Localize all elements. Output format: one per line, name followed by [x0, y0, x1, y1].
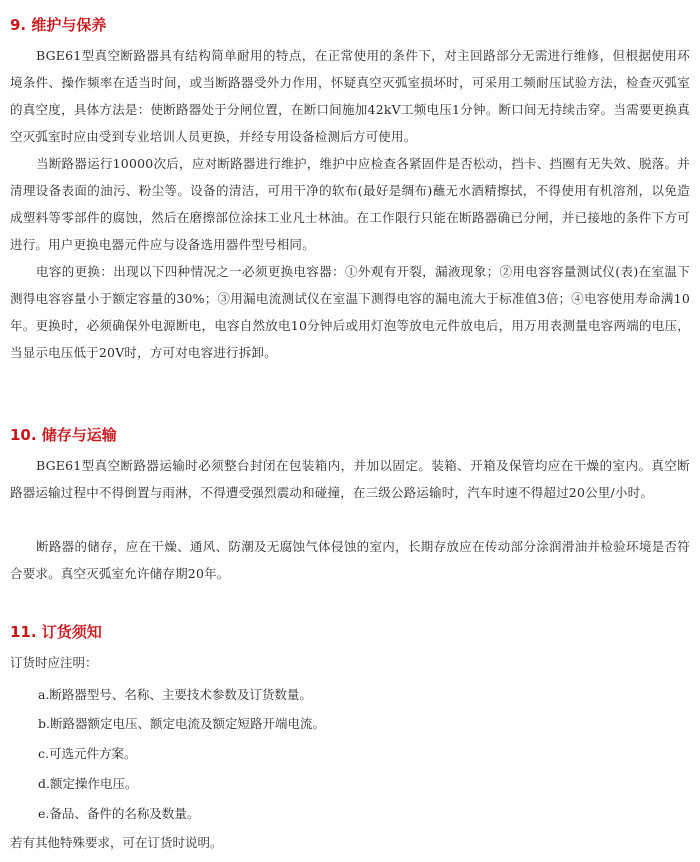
- maintenance-paragraph-1: BGE61型真空断路器具有结构简单耐用的特点，在正常使用的条件下，对主回路部分无需进行维修，但根据使用环境条件、操作频率在适当时间，或当断路器受外力作用，怀疑真空灭弧室损坏时，可采用工频耐压试验方法，检查灭弧室的真空度，具体方法是：使断路器处于分闸位置，在断口间施加42kV工频电压1分钟。断口间无持续击穿。当需要更换真空灭弧室时应由受到专业培训人员更换，并经专用设备检测后方可使用。: [10, 48, 690, 144]
- ordering-intro: 订货时应注明：: [10, 655, 98, 670]
- maintenance-paragraph-2: 当断路器运行10000次后，应对断路器进行维护，维护中应检查各紧固件是否松动，挡卡、挡圈有无失效、脱落。并清理设备表面的油污、粉尘等。设备的清洁，可用干净的软布(最好是绸布)蘸无水酒精擦拭，不得使用有机溶剂，以免造成塑料等零部件的腐蚀，然后在磨擦部位涂抹工业凡士林油。在工作限行只能在断路器确已分闸，并已接地的条件下方可进行。用户更换电器元件应与设备选用器件型号相同。: [10, 156, 690, 252]
- section-title-maintenance: 9. 维护与保养: [10, 16, 107, 34]
- ordering-item-e: e.备品、备件的名称及数量。: [38, 806, 200, 821]
- ordering-item-c: c.可选元件方案。: [38, 746, 137, 761]
- ordering-item-a: a.断路器型号、名称、主要技术参数及订货数量。: [38, 687, 312, 702]
- section-title-storage-transport: 10. 储存与运输: [10, 426, 117, 444]
- section-title-ordering: 11. 订货须知: [10, 623, 102, 641]
- ordering-item-d: d.额定操作电压。: [38, 776, 138, 791]
- storage-paragraph-2: 断路器的储存，应在干燥、通风、防潮及无腐蚀气体侵蚀的室内，长期存放应在传动部分涂润滑油并检验环境是否符合要求。真空灭弧室允许储存期20年。: [10, 539, 690, 581]
- ordering-footer-note: 若有其他特殊要求，可在订货时说明。: [10, 835, 223, 850]
- ordering-item-b: b.断路器额定电压、额定电流及额定短路开端电流。: [38, 716, 325, 731]
- storage-paragraph-1: BGE61型真空断路器运输时必须整台封闭在包装箱内，并加以固定。装箱、开箱及保管均应在干燥的室内。真空断路器运输过程中不得倒置与雨淋，不得遭受强烈震动和碰撞，在三级公路运输时，汽车时速不得超过20公里/小时。: [10, 458, 690, 500]
- maintenance-paragraph-3: 电容的更换：出现以下四种情况之一必须更换电容器：①外观有开裂，漏液现象；②用电容容量测试仪(表)在室温下测得电容容量小于额定容量的30%；③用漏电流测试仪在室温下测得电容的漏电流大于标准值3倍；④电容使用寿命满10年。更换时，必须确保外电源断电，电容自然放电10分钟后或用灯泡等放电元件放电后，用万用表测量电容两端的电压，当显示电压低于20V时，方可对电容进行拆卸。: [10, 264, 690, 360]
